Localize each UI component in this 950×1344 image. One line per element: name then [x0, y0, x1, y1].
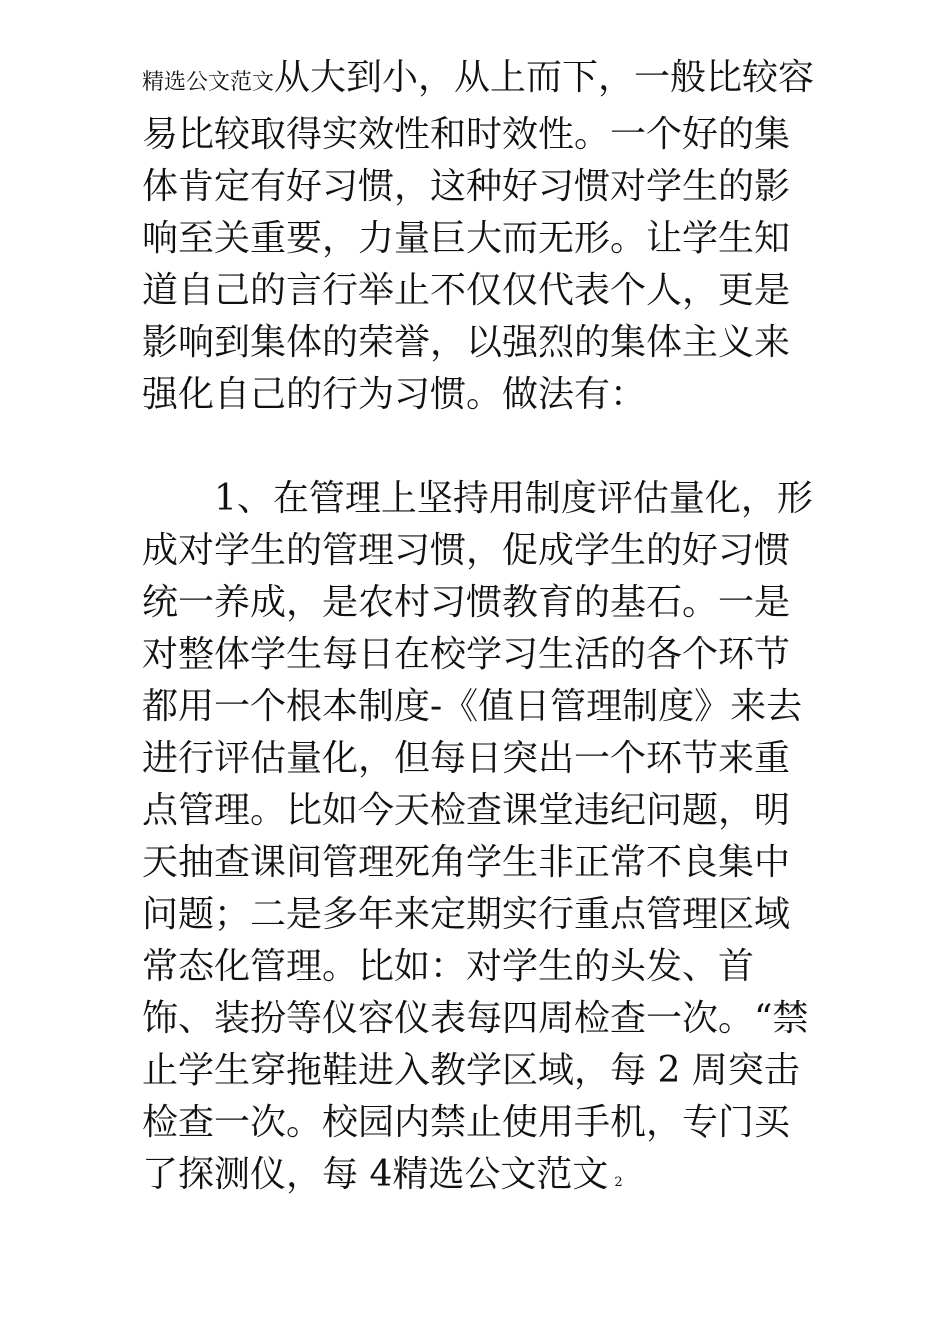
paragraph-item-1 [142, 473, 822, 1209]
paragraph-intro [142, 52, 822, 421]
paragraph-item-1-text: 1、在管理上坚持用制度评估量化，形成对学生的管理习惯，促成学生的好习惯统一养成，是农村习惯教育的基石。一是对整体学生每日在校学习生活的各个环节都用一个根本制度-《值日管理制度》来去进行评估量化，但每日突出一个环节来重点管理。比如今天检查课堂违纪问题，明天抽查课间管理死角学生非正常不良集中问题；二是多年来定期实行重点管理区域常态化管理。比如：对学生的头发、首饰、装扮等仪容仪表每四周检查一次。“禁止学生穿拖鞋进入教学区域，每 2 周突击检查一次。校园内禁止使用手机，专门买了探测仪，每 4 [142, 478, 813, 1195]
header-label: 精选公文范文 [142, 70, 275, 95]
text-column [142, 52, 822, 1209]
paragraph-intro-text: 从大到小，从上而下，一般比较容易比较取得实效性和时效性。一个好的集体肯定有好习惯，这种好习惯对学生的影响至关重要，力量巨大而无形。让学生知道自己的言行举止不仅仅代表个人，更是影响到集体的荣誉，以强烈的集体主义来强化自己的行为习惯。做法有： [142, 57, 815, 415]
footer-label: 精选公文范文 [392, 1154, 609, 1195]
page-number: 2 [614, 1175, 623, 1190]
